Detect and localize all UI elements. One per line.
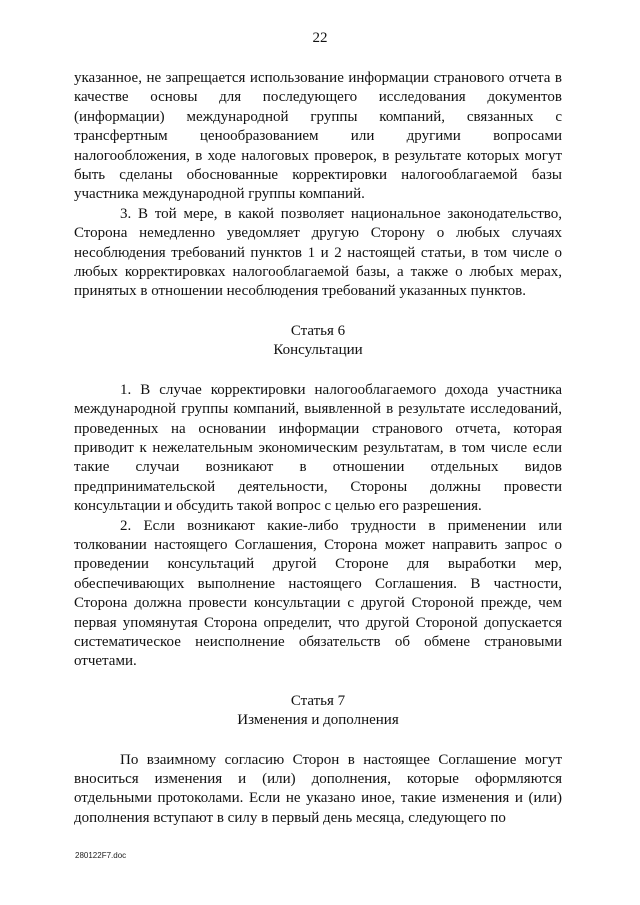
spacer xyxy=(74,361,562,381)
spacer xyxy=(74,672,562,692)
article-6-heading xyxy=(74,322,562,361)
article-6-title: Консультации xyxy=(273,342,363,359)
page-number: 22 xyxy=(312,30,328,46)
paragraph-article6-item2: 2. Если возникают какие-либо трудности в применении или толковании настоящего Соглашения, Сторона может направить запрос о проведении консультаций другой Стороне для выработки мер, обеспечивающих выполнение настоящего Соглашения. В частности, Сторона должна провести консультации с другой Стороной прежде, чем первая упомянутая Сторона определит, что другой Стороной допускается систематическое неисполнение обязательств об обмене страновыми отчетами. xyxy=(74,517,562,670)
spacer xyxy=(74,302,562,322)
paragraph-article6-item1: 1. В случае корректировки налогооблагаемого дохода участника международной группы компаний, выявленной в результате исследований, проведенных на основании информации странового отчета, которая приводит к нежелательным экономическим результатам, в том числе если такие случаи возникают в отношении отдельных видов предпринимательской деятельности, Стороны должны провести консультации и обсудить такой вопрос с целью его разрешения. xyxy=(74,381,562,515)
document-filename: 280122F7.doc xyxy=(75,851,127,860)
spacer xyxy=(74,731,562,751)
paragraph-article5-item3: 3. В той мере, в какой позволяет национальное законодательство, Сторона немедленно уведомляет другую Сторону о любых случаях несоблюдения требований пунктов 1 и 2 настоящей статьи, в том числе о любых корректировках налогооблагаемой базы, а также о любых мерах, принятых в отношении несоблюдения требований указанных пунктов. xyxy=(74,205,562,300)
article-7-title: Изменения и дополнения xyxy=(237,712,399,729)
article-7-heading xyxy=(74,692,562,731)
paragraph-continuation: указанное, не запрещается использование информации странового отчета в качестве основы для последующего исследования документов (информации) международной группы компаний, связанных с трансфертным ценообразованием или другими вопросами налогообложения, в ходе налоговых проверок, в результате которых могут быть сделаны обоснованные корректировки налогооблагаемой базы участника международной группы компаний. xyxy=(74,70,562,203)
article-6-number: Статья 6 xyxy=(290,322,346,339)
document-body xyxy=(74,69,562,828)
paragraph-article7-item1: По взаимному согласию Сторон в настоящее Соглашение могут вноситься изменения и (или) дополнения, которые оформляются отдельными протоколами. Если не указано иное, такие изменения и (или) дополнения вступают в силу в первый день месяца, следующего по xyxy=(74,751,562,826)
article-7-number: Статья 7 xyxy=(290,692,346,709)
